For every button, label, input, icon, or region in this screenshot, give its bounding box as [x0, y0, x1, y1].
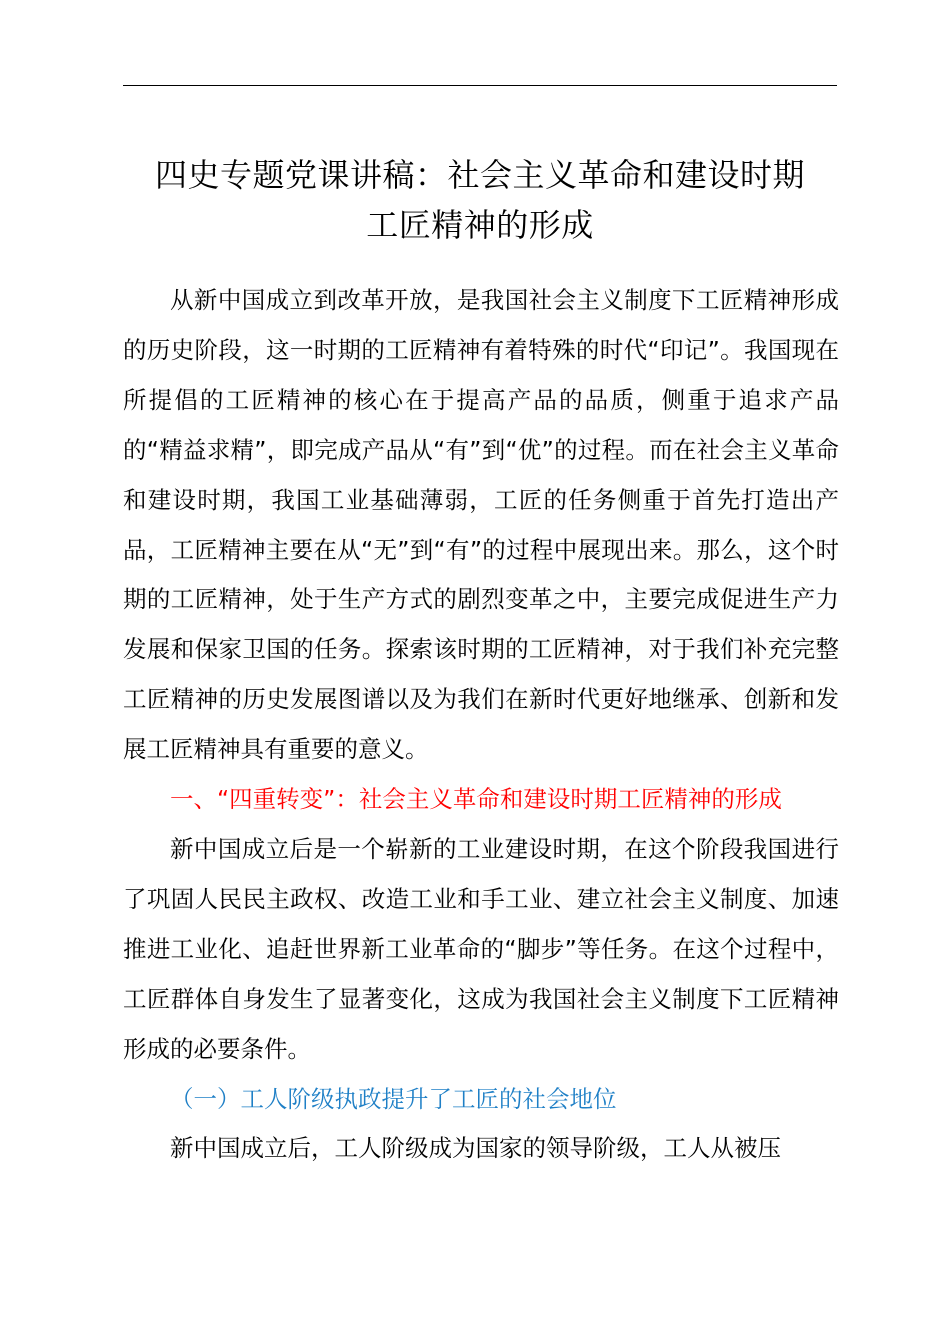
document-body [123, 276, 839, 1174]
header-rule [123, 85, 837, 86]
title-line-2: 工匠精神的形成 [366, 206, 594, 244]
subsection-heading-1: （一）工人阶级执政提升了工匠的社会地位 [170, 1084, 617, 1113]
subsection-1-paragraph: 新中国成立后，工人阶级成为国家的领导阶级，工人从被压 [170, 1134, 781, 1163]
title-line-1: 四史专题党课讲稿：社会主义革命和建设时期 [154, 156, 805, 194]
section-heading-1: 一、“四重转变”：社会主义革命和建设时期工匠精神的形成 [170, 785, 782, 814]
section-1-paragraph: 新中国成立后是一个崭新的工业建设时期，在这个阶段我国进行了巩固人民民主政权、改造工业和手工业、建立社会主义制度、加速推进工业化、追赶世界新工业革命的“脚步”等任务。在这个过程中，工匠群体自身发生了显著变化，这成为我国社会主义制度下工匠精神形成的必要条件。 [123, 834, 839, 1063]
document-title [100, 150, 860, 250]
intro-paragraph: 从新中国成立到改革开放，是我国社会主义制度下工匠精神形成的历史阶段，这一时期的工匠精神有着特殊的时代“印记”。我国现在所提倡的工匠精神的核心在于提高产品的品质，侧重于追求产品的“精益求精”，即完成产品从“有”到“优”的过程。而在社会主义革命和建设时期，我国工业基础薄弱，工匠的任务侧重于首先打造出产品，工匠精神主要在从“无”到“有”的过程中展现出来。那么，这个时期的工匠精神，处于生产方式的剧烈变革之中，主要完成促进生产力发展和保家卫国的任务。探索该时期的工匠精神，对于我们补充完整工匠精神的历史发展图谱以及为我们在新时代更好地继承、创新和发展工匠精神具有重要的意义。 [123, 286, 839, 764]
